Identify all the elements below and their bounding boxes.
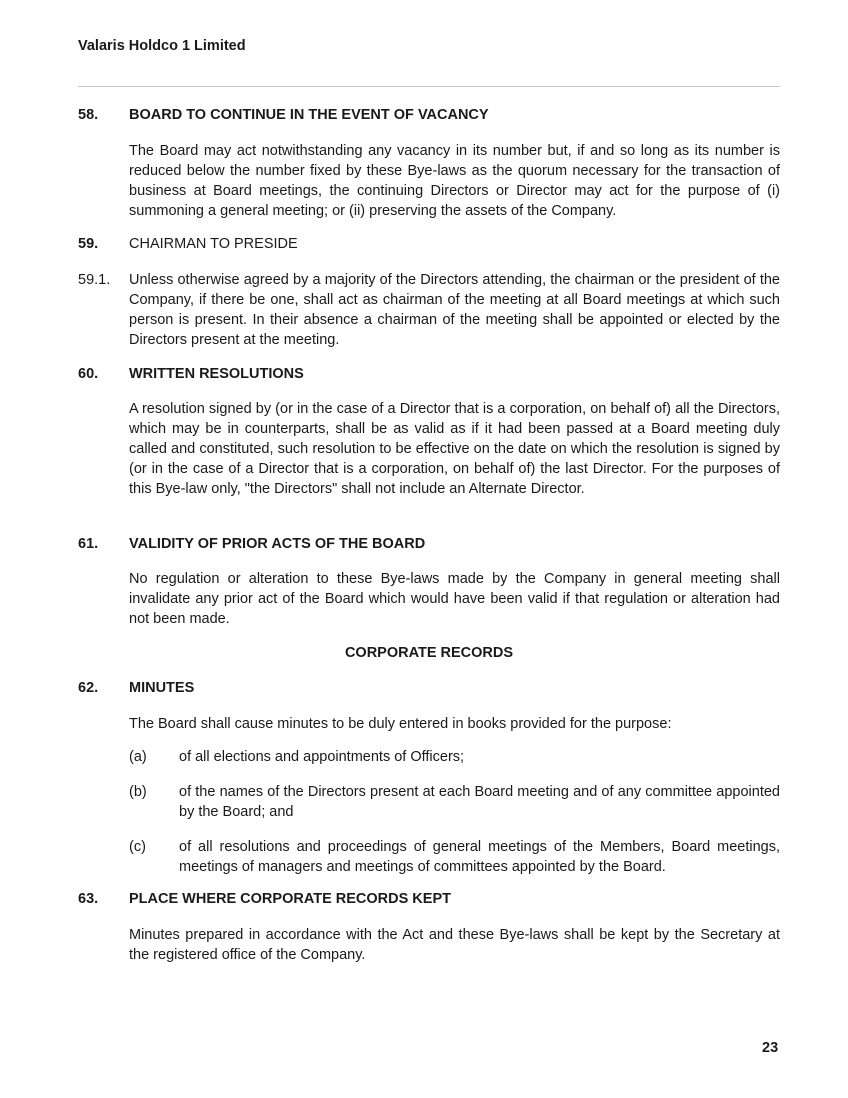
- subsection-number: 59.1.: [78, 272, 111, 288]
- header-divider: [78, 86, 780, 87]
- list-item: of all elections and appointments of Officers;: [179, 749, 465, 765]
- section-number: 59.: [78, 236, 99, 252]
- section-text: The Board shall cause minutes to be duly entered in books provided for the purpose:: [129, 716, 672, 732]
- section-number: 62.: [78, 680, 99, 696]
- list-item-label: (a): [129, 749, 147, 765]
- section-text: Minutes prepared in accordance with the Act and these Bye-laws shall be kept by the Secretary at the registered office of the Company.: [129, 927, 780, 963]
- section-number: 61.: [78, 536, 99, 552]
- list-item: of all resolutions and proceedings of general meetings of the Members, Board meetings, meetings of managers and meetings of committees appointed by the Board.: [179, 839, 780, 875]
- page-number: 23: [762, 1040, 779, 1056]
- section-text: The Board may act notwithstanding any vacancy in its number but, if and so long as its number is reduced below the number fixed by these Bye-laws as the quorum necessary for the transaction of business at Board meetings, the continuing Directors or Director may act for the purpose of (i) summoning a general meeting; or (ii) preserving the assets of the Company.: [129, 143, 780, 219]
- list-item-label: (b): [129, 784, 147, 800]
- section-text: No regulation or alteration to these Bye-laws made by the Company in general meeting shall invalidate any prior act of the Board which would have been valid if that regulation or alteration had not been made.: [129, 571, 780, 627]
- company-header: Valaris Holdco 1 Limited: [78, 38, 246, 54]
- section-title: CHAIRMAN TO PRESIDE: [129, 236, 298, 252]
- section-number: 63.: [78, 891, 99, 907]
- list-item-label: (c): [129, 839, 146, 855]
- section-title: PLACE WHERE CORPORATE RECORDS KEPT: [129, 891, 451, 907]
- part-heading: CORPORATE RECORDS: [344, 645, 514, 661]
- section-text: A resolution signed by (or in the case of a Director that is a corporation, on behalf of) all the Directors, which may be in counterparts, shall be as valid as if it had been passed at a Board meeting duly called and constituted, such resolution to be effective on the date on which the resolution is signed by (or in the case of a Director that is a corporation, on behalf of) the last Director. For the purposes of this Bye-law only, "the Directors" shall not include an Alternate Director.: [129, 401, 780, 497]
- section-number: 60.: [78, 366, 99, 382]
- list-item: of the names of the Directors present at each Board meeting and of any committee appointed by the Board; and: [179, 784, 780, 820]
- section-title: BOARD TO CONTINUE IN THE EVENT OF VACANCY: [129, 107, 489, 123]
- section-number: 58.: [78, 107, 99, 123]
- section-text: Unless otherwise agreed by a majority of the Directors attending, the chairman or the president of the Company, if there be one, shall act as chairman of the meeting at all Board meetings at which such person is present. In their absence a chairman of the meeting shall be appointed or elected by the Directors present at the meeting.: [129, 272, 780, 348]
- section-title: VALIDITY OF PRIOR ACTS OF THE BOARD: [129, 536, 426, 552]
- section-title: MINUTES: [129, 680, 195, 696]
- section-title: WRITTEN RESOLUTIONS: [129, 366, 304, 382]
